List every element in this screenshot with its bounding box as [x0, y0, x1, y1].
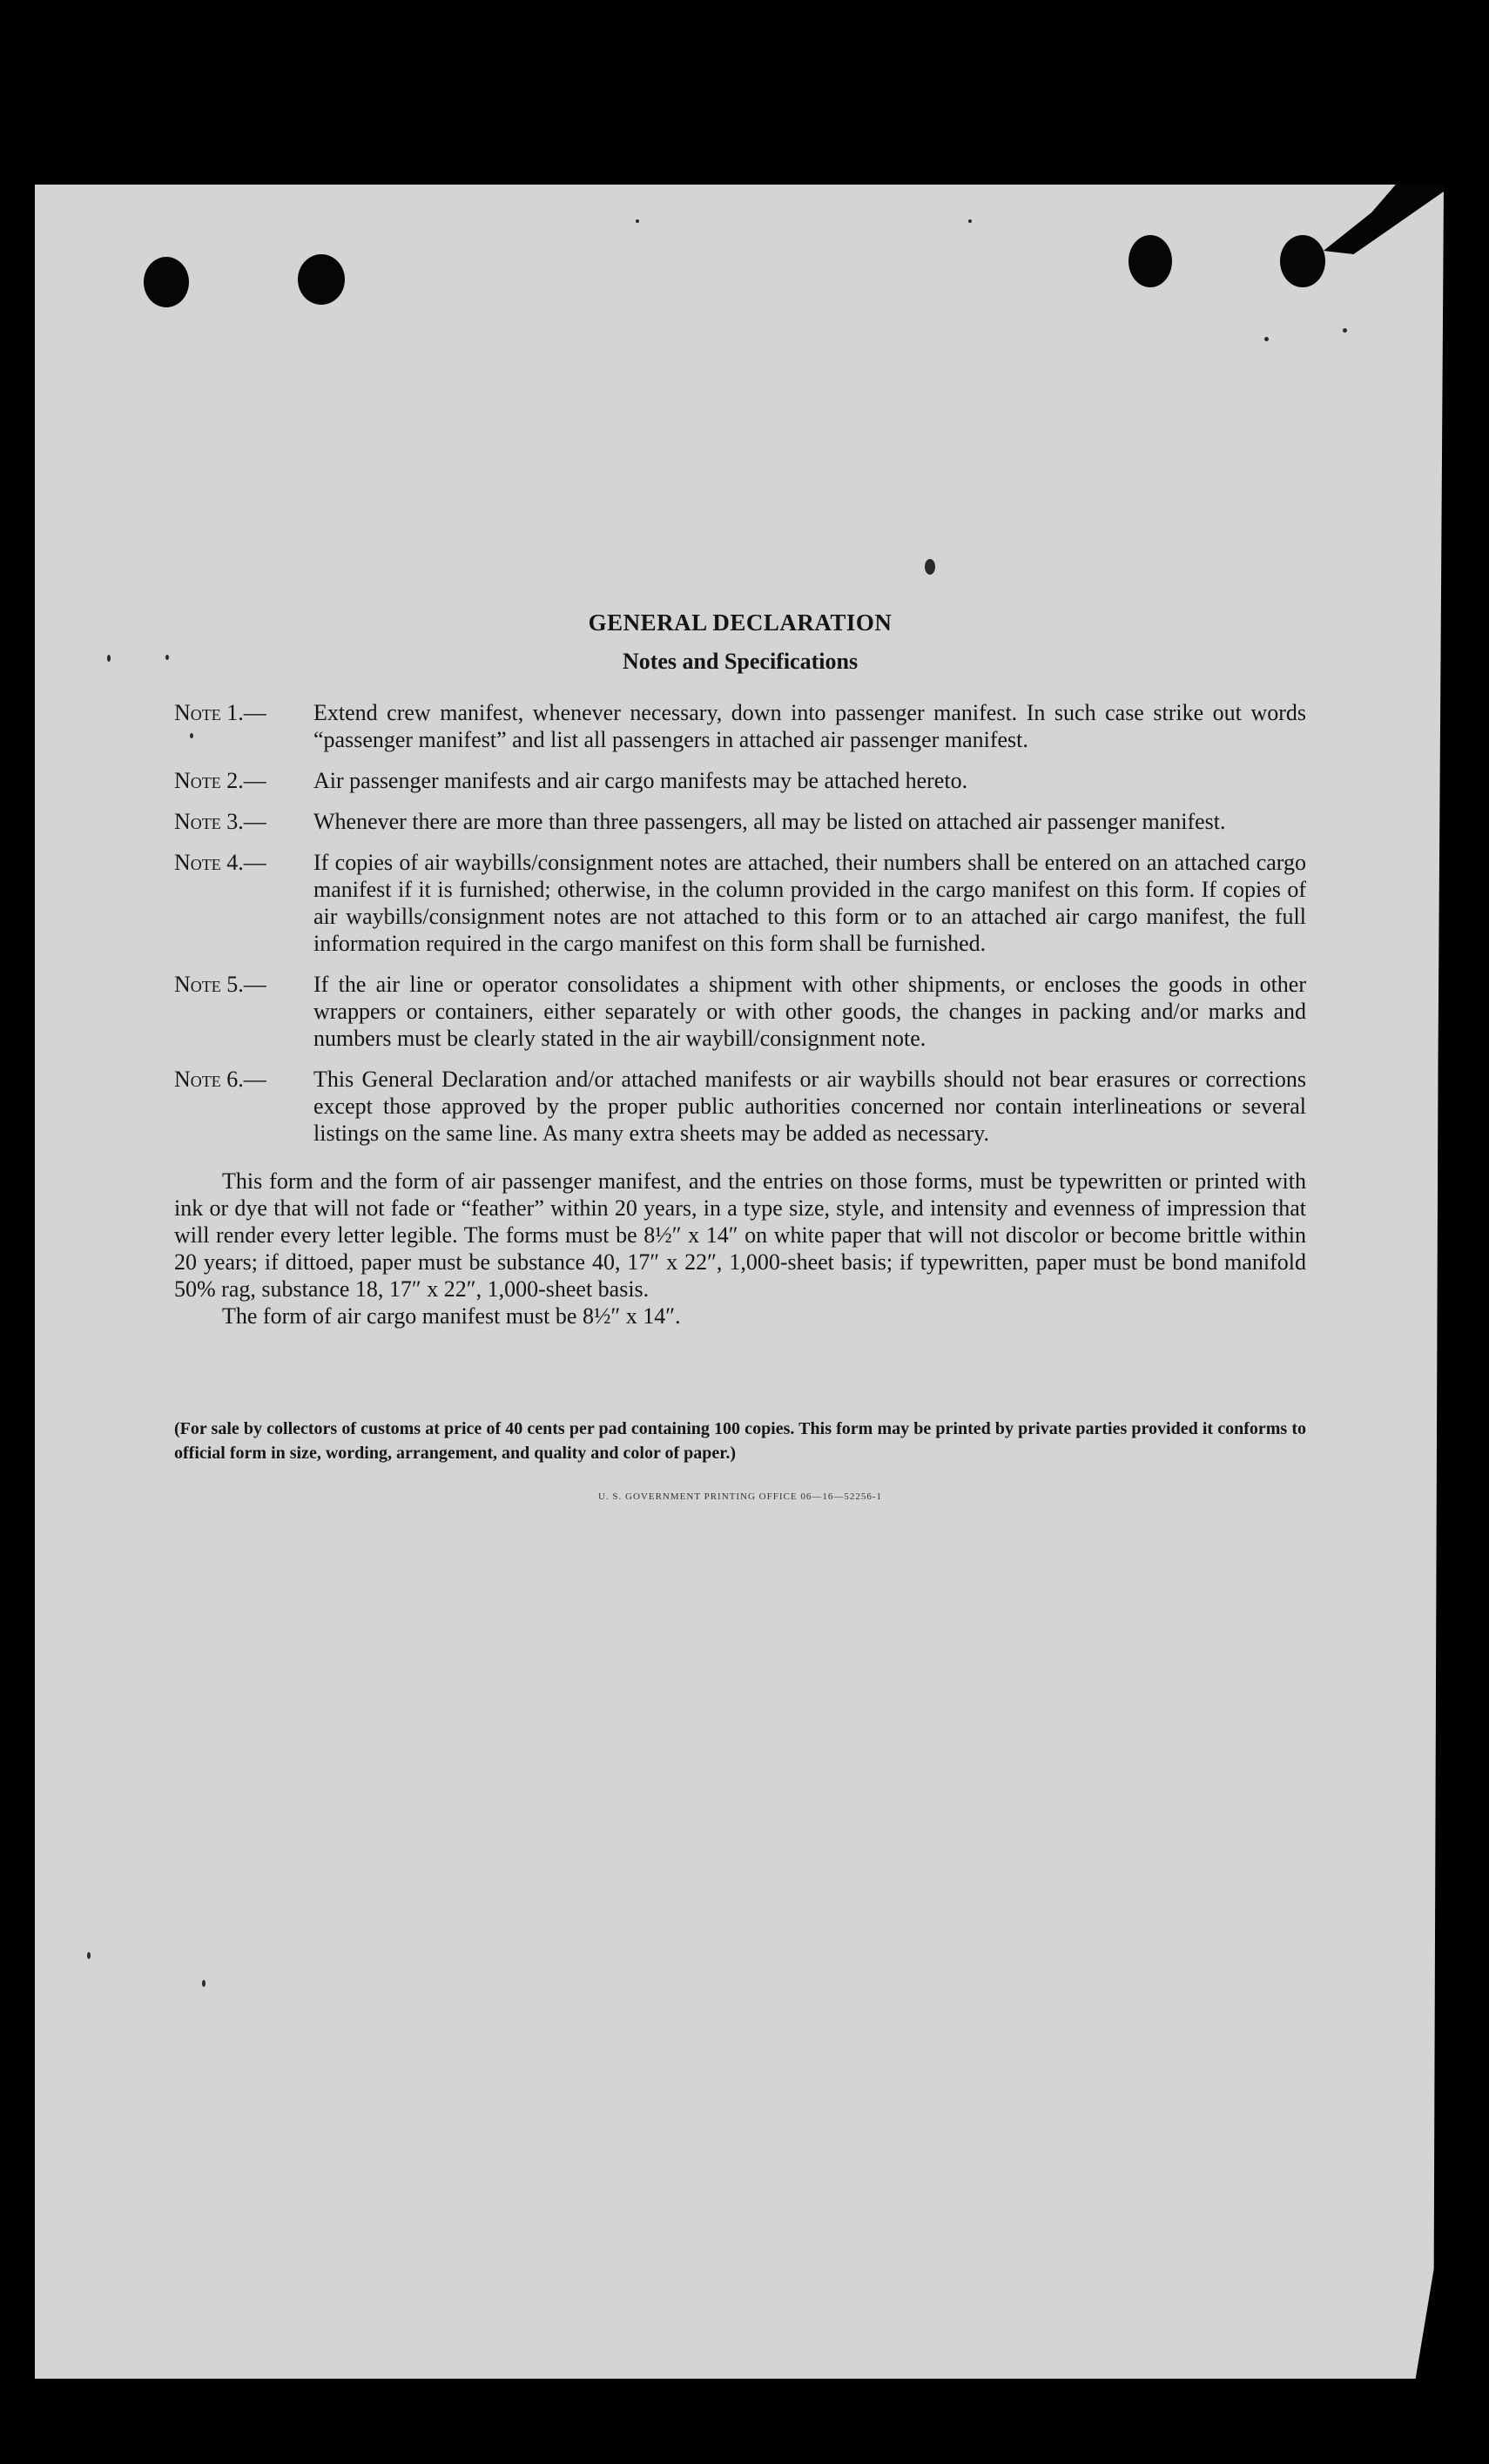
punch-hole — [298, 254, 345, 305]
punch-hole — [1280, 235, 1325, 287]
speck — [1264, 337, 1269, 341]
note-text: If the air line or operator consolidates a shipment with other shipments, or encloses the goods in other wrappers or containers, either separately or with other goods, the changes in packing and/or marks and numbers must be clearly stated in the air waybill/consignment note. — [313, 972, 1306, 1051]
note-text: Extend crew manifest, whenever necessary, down into passenger manifest. In such case strike out words “passenger manifest” and list all passengers in attached air passenger manifest. — [313, 700, 1306, 752]
speck — [87, 1952, 91, 1959]
page-title: GENERAL DECLARATION — [588, 609, 893, 636]
speck — [202, 1980, 205, 1987]
form-specification-paragraph: This form and the form of air passenger manifest, and the entries on those forms, must be typewritten or printed with ink or dye that will not fade or “feather” within 20 years, in a type size, style, and intensity and evenness of impression that will render every letter legible. The forms must be 8½″ x 14″ on white paper that will not discolor or become brittle within 20 years; if dittoed, paper must be substance 40, 17″ x 22″, 1,000-sheet basis; if typewritten, paper must be bond manifold 50% rag, substance 18, 17″ x 22″, 1,000-sheet basis. — [174, 1168, 1306, 1302]
declaration-content — [174, 609, 1306, 1502]
torn-corner — [1324, 185, 1444, 254]
note-label: Note 5.— — [174, 972, 266, 997]
note-4 — [174, 849, 1306, 957]
punch-hole — [1129, 235, 1172, 287]
note-text: This General Declaration and/or attached manifests or air waybills should not bear erasures or corrections except those approved by the proper public authorities concerned nor contain interlineations or several listings on the same line. As many extra sheets may be added as necessary. — [313, 1067, 1306, 1146]
note-6 — [174, 1066, 1306, 1147]
cargo-manifest-size-paragraph: The form of air cargo manifest must be 8½″ x 14″. — [222, 1303, 681, 1329]
note-text: Whenever there are more than three passengers, all may be listed on attached air passenger manifest. — [313, 809, 1226, 834]
note-5 — [174, 971, 1306, 1052]
speck — [636, 219, 639, 223]
page-subtitle: Notes and Specifications — [622, 649, 859, 674]
speck — [925, 559, 935, 575]
printer-imprint: U. S. GOVERNMENT PRINTING OFFICE 06—16—52256-1 — [597, 1491, 882, 1502]
note-label: Note 3.— — [174, 809, 266, 834]
note-label: Note 1.— — [174, 700, 266, 725]
note-label: Note 2.— — [174, 768, 266, 793]
speck — [107, 655, 111, 662]
speck — [165, 655, 169, 660]
note-text: If copies of air waybills/consignment notes are attached, their numbers shall be entered on an attached cargo manifest if it is furnished; otherwise, in the column provided in the cargo manifest on this form. If copies of air waybills/consignment notes are not attached to this form or to an attached air cargo manifest, the full information required in the cargo manifest on this form shall be furnished. — [313, 850, 1306, 956]
sale-notice: (For sale by collectors of customs at price of 40 cents per pad containing 100 copies. This form may be printed by private parties provided it conforms to official form in size, wording, arrangement, and quality and color of paper.) — [174, 1419, 1306, 1463]
note-3 — [174, 808, 1306, 835]
speck — [968, 219, 972, 223]
speck — [1343, 328, 1347, 333]
note-2 — [174, 767, 1306, 794]
punch-hole — [144, 257, 189, 307]
note-1 — [174, 699, 1306, 753]
note-label: Note 6.— — [174, 1067, 266, 1092]
note-label: Note 4.— — [174, 850, 266, 875]
note-text: Air passenger manifests and air cargo manifests may be attached hereto. — [313, 768, 968, 793]
